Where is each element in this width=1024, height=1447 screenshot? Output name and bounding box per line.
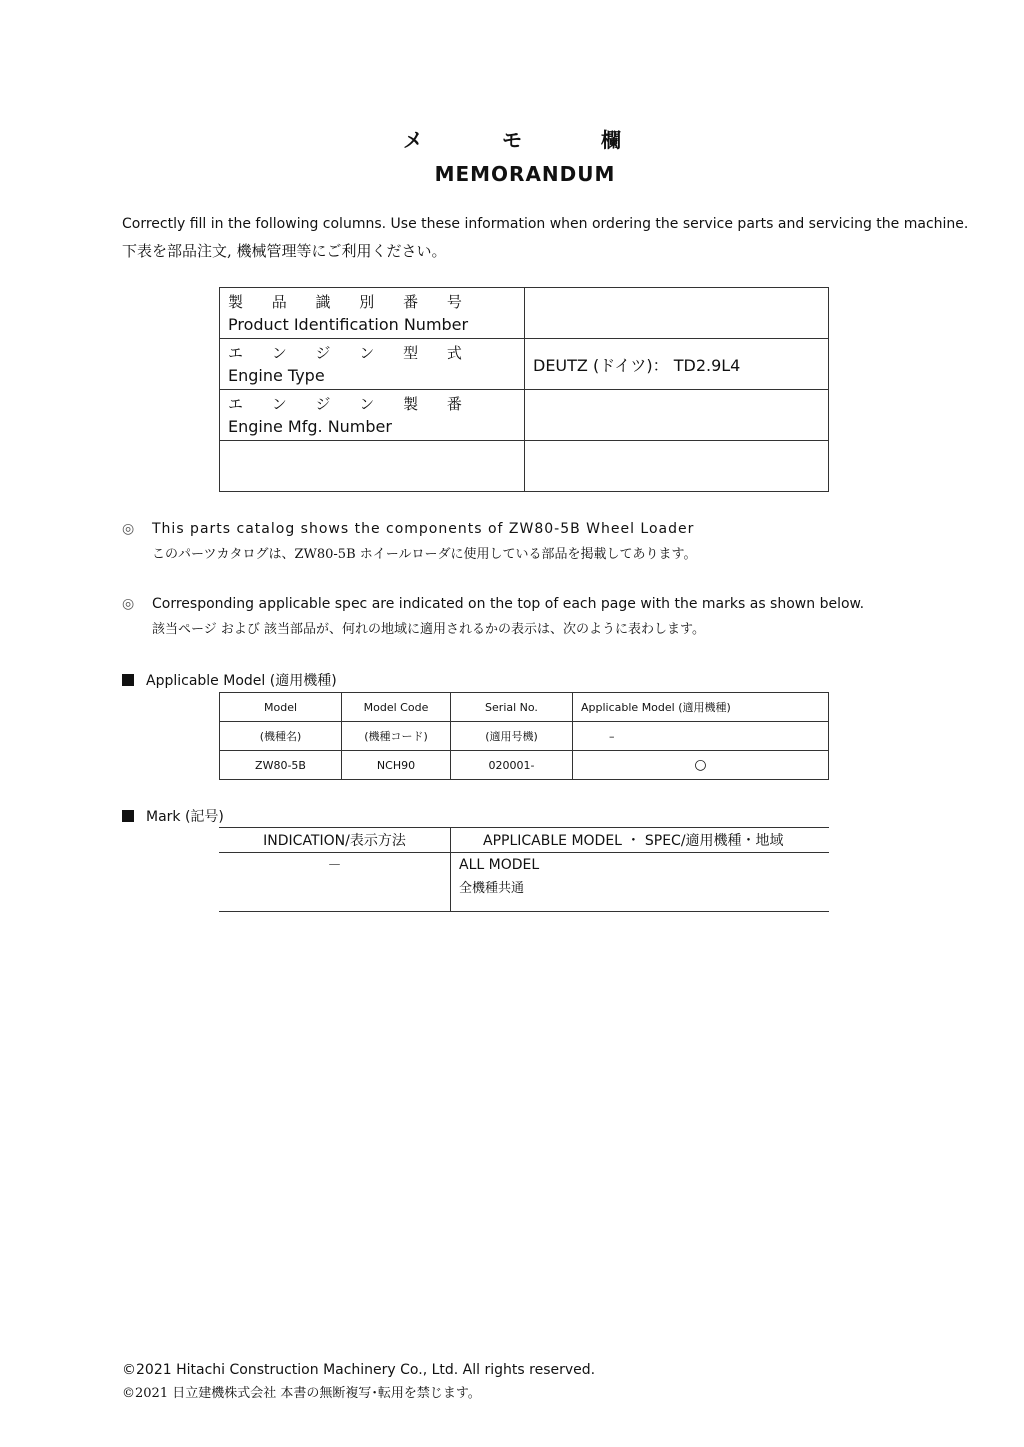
identification-table (219, 287, 829, 492)
table-row (220, 693, 829, 722)
data-cell: ZW80-5B (220, 751, 342, 780)
applicable-model-table (219, 692, 829, 780)
table-row (220, 339, 829, 390)
label-en: Engine Type (228, 366, 325, 385)
intro-en: Correctly fill in the following columns. Use these information when ordering the service parts and servicing the machine. (122, 216, 969, 232)
label-en: Product Identification Number (228, 315, 469, 334)
note-ja: 該当ページ および 該当部品が、何れの地域に適用されるかの表示は、次のように表わします。 (152, 622, 705, 637)
label-ja: エ ン ジ ン 型 式 (228, 344, 474, 362)
note-ja: このパーツカタログは、ZW80-5B ホイールローダに使用している部品を掲載してあります。 (152, 547, 697, 562)
header-cell: Model (220, 693, 342, 722)
label-cell (220, 441, 525, 492)
header-cell: INDICATION/表示方法 (219, 828, 451, 853)
title-ja: メ モ 欄 (403, 128, 657, 152)
double-circle-icon: ◎ (122, 521, 135, 537)
header-cell: APPLICABLE MODEL ・ SPEC/適用機種・地域 (451, 828, 830, 853)
table-row (220, 751, 829, 780)
label-ja: 製 品 識 別 番 号 (228, 293, 474, 311)
table-row (219, 853, 829, 912)
table-row (220, 441, 829, 492)
model-ja: 全機種共通 (459, 881, 525, 896)
label-ja (220, 441, 524, 466)
value-cell[interactable] (525, 288, 829, 339)
header-cell: Serial No. (451, 693, 573, 722)
header-cell: Applicable Model (適用機種) (573, 693, 829, 722)
note-catalog (122, 521, 696, 562)
header-cell: (機種コード) (342, 722, 451, 751)
circle-mark: ○ (573, 751, 829, 780)
copyright-en: ©2021 Hitachi Construction Machinery Co., Ltd. All rights reserved. (122, 1362, 596, 1378)
value-cell[interactable] (525, 390, 829, 441)
double-circle-icon: ◎ (122, 596, 135, 612)
square-bullet-icon (122, 810, 134, 822)
value-cell[interactable]: DEUTZ (ドイツ)： TD2.9L4 (525, 339, 829, 390)
copyright-ja: ©2021 日立建機株式会社 本書の無断複写･転用を禁じます。 (122, 1386, 481, 1401)
value-cell[interactable] (525, 441, 829, 492)
intro-ja: 下表を部品注文, 機械管理等にご利用ください。 (122, 242, 447, 260)
model-cell (451, 853, 830, 912)
square-bullet-icon (122, 674, 134, 686)
header-cell: – (573, 722, 829, 751)
label-cell (220, 390, 525, 441)
note-en: This parts catalog shows the components of ZW80-5B Wheel Loader (152, 521, 695, 537)
data-cell: 020001- (451, 751, 573, 780)
data-cell: NCH90 (342, 751, 451, 780)
applicable-model-heading (122, 670, 337, 690)
note-en: Corresponding applicable spec are indicated on the top of each page with the marks as shown below. (152, 596, 865, 612)
section-title: Applicable Model (適用機種) (146, 673, 337, 689)
table-row (220, 722, 829, 751)
mark-heading (122, 806, 224, 826)
indication-cell: － (219, 853, 451, 912)
label-en (220, 466, 524, 468)
table-row (220, 390, 829, 441)
note-spec (122, 596, 864, 637)
header-cell: Model Code (342, 693, 451, 722)
label-cell (220, 288, 525, 339)
section-title: Mark (記号) (146, 809, 224, 825)
model-en: ALL MODEL (459, 857, 540, 873)
label-cell (220, 339, 525, 390)
table-row (219, 828, 829, 853)
mark-table (219, 827, 829, 912)
header-cell: (機種名) (220, 722, 342, 751)
title-en: MEMORANDUM (434, 162, 616, 186)
header-cell: (適用号機) (451, 722, 573, 751)
table-row (220, 288, 829, 339)
label-en: Engine Mfg. Number (228, 417, 392, 436)
label-ja: エ ン ジ ン 製 番 (228, 395, 474, 413)
